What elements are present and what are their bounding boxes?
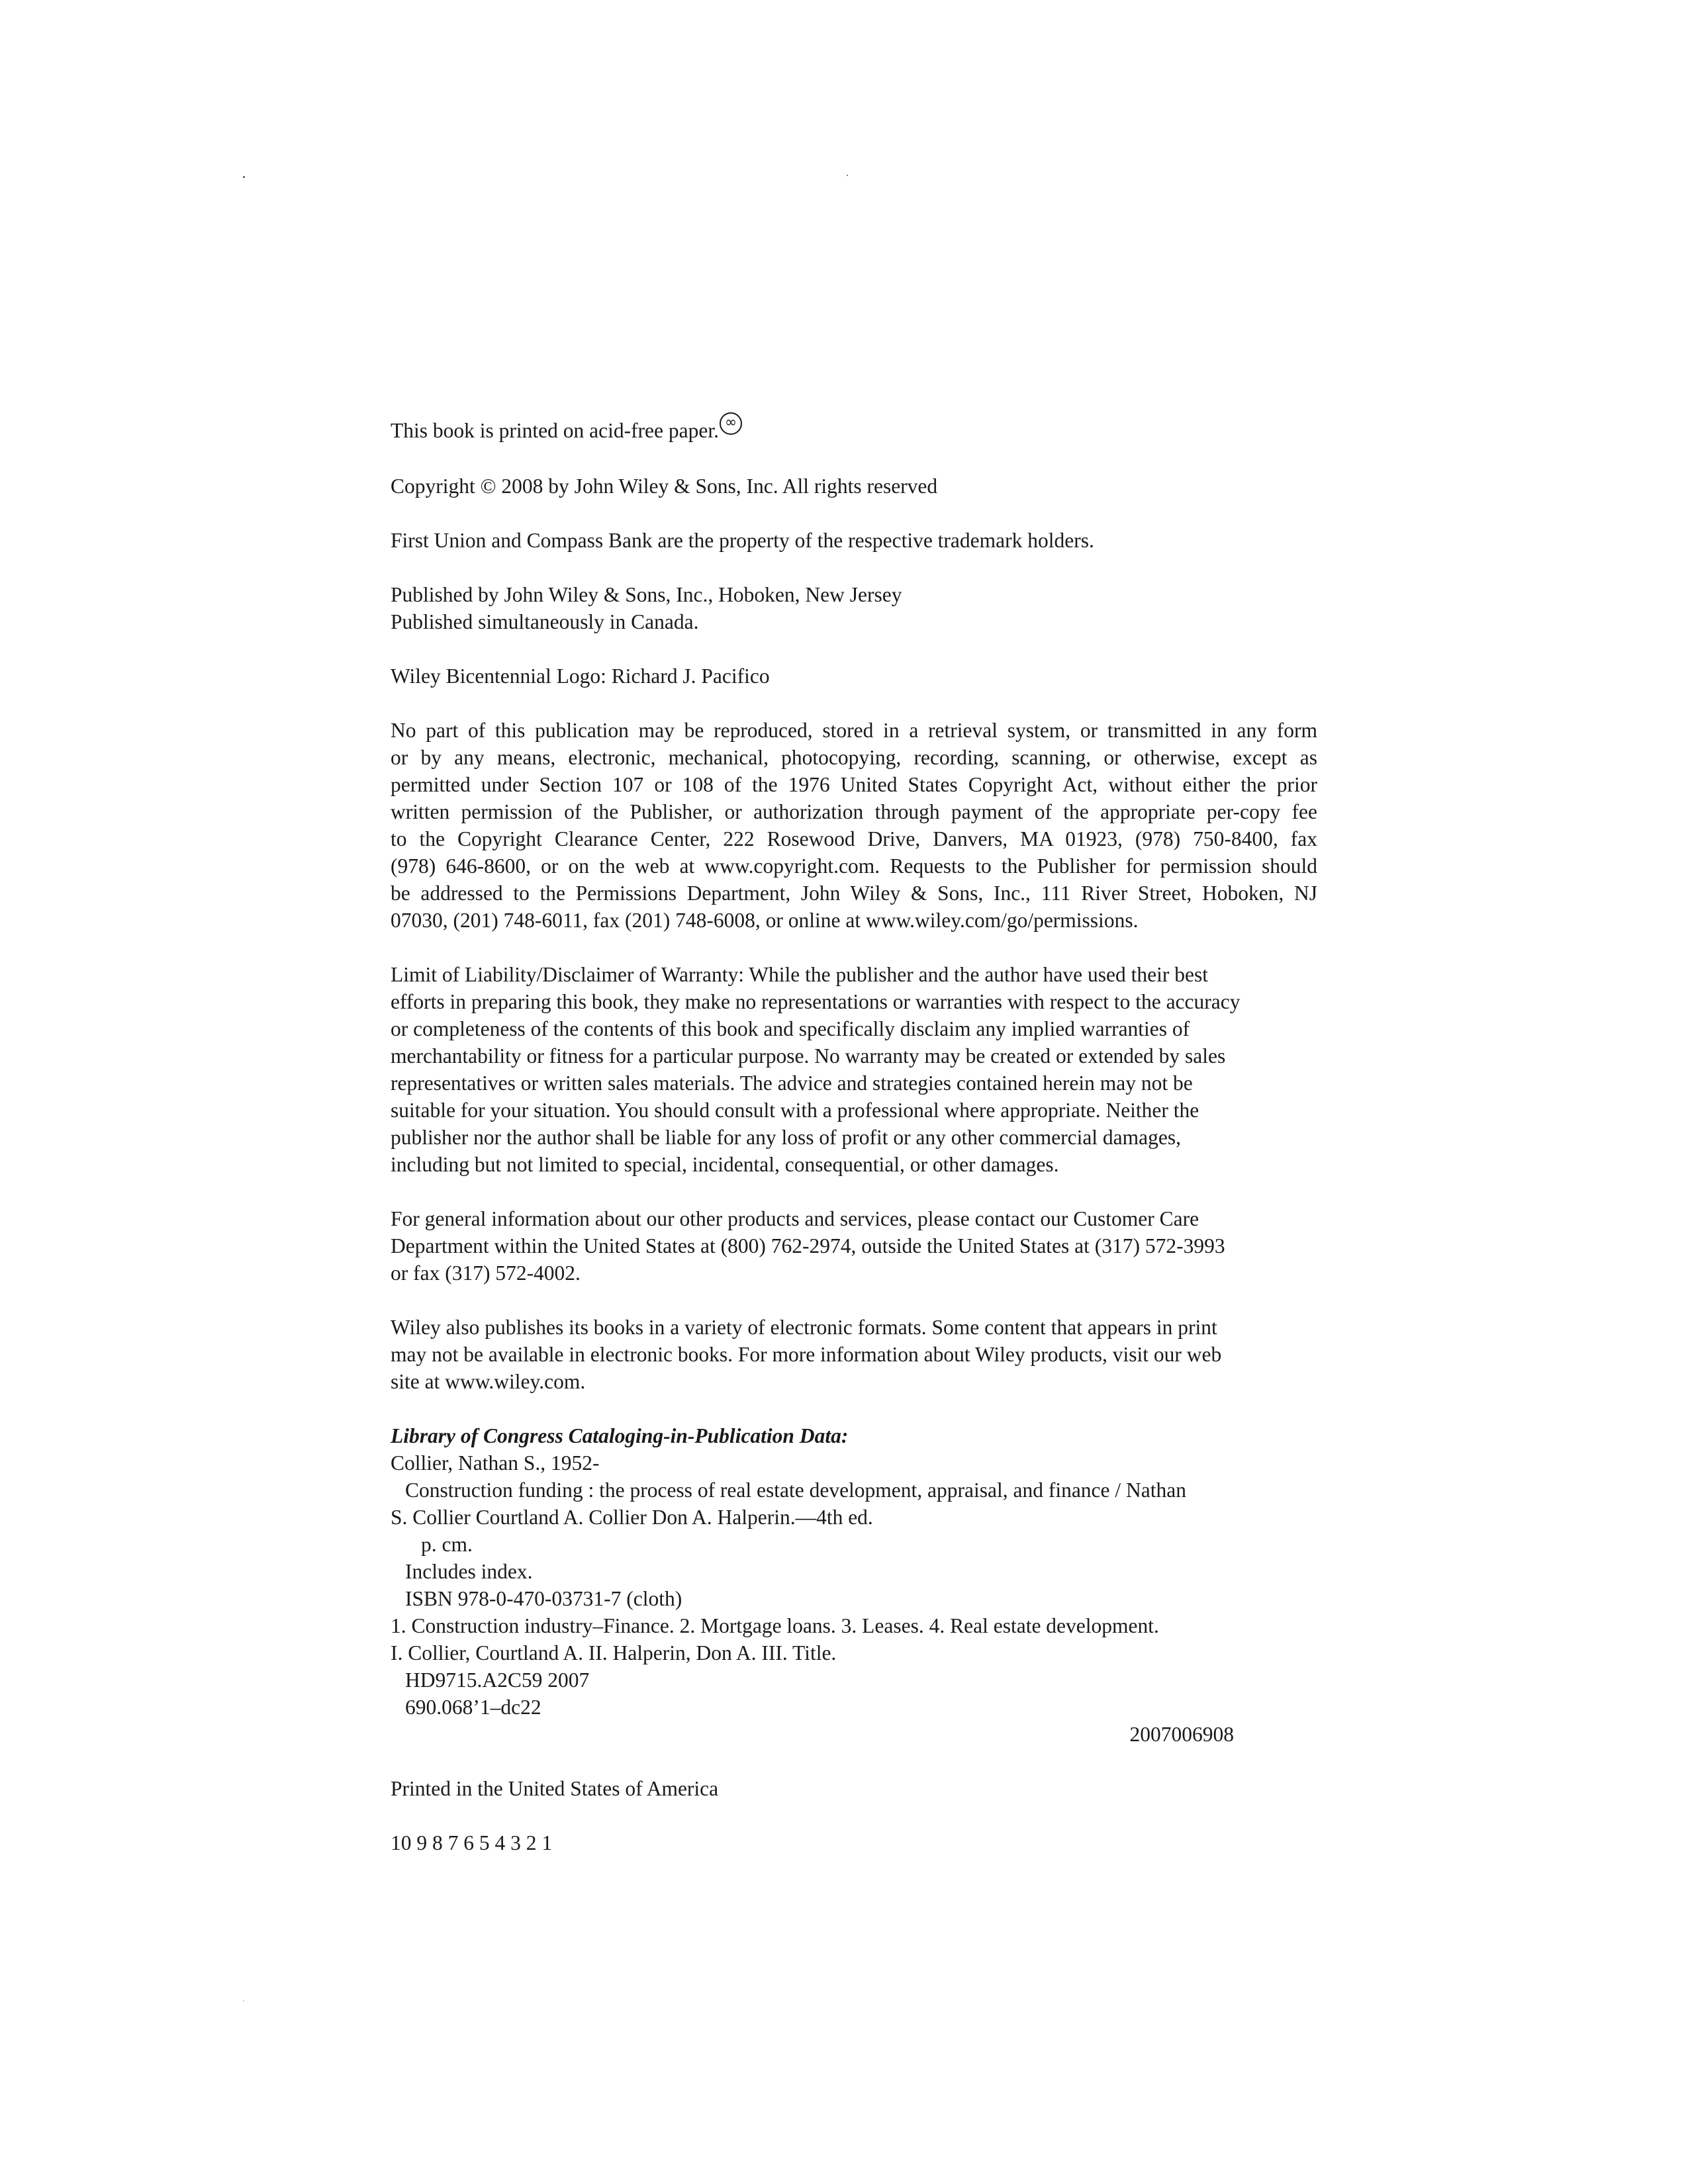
electronic-formats-line: may not be available in electronic books. For more information about Wiley products, visit our web [391, 1343, 1222, 1366]
cip-lccn: 2007006908 [1129, 1723, 1234, 1746]
cip-title: Construction funding : the process of real estate development, appraisal, and finance / Nathan [405, 1479, 1186, 1502]
disclaimer-line: efforts in preparing this book, they make no representations or warranties with respect to the accuracy [391, 990, 1241, 1013]
permissions-line: (978) 646-8600, or on the web at www.copyright.com. Requests to the Publisher for permission should [391, 854, 1317, 878]
general-info-paragraph [391, 1205, 1317, 1287]
disclaimer-line: or completeness of the contents of this book and specifically disclaim any implied warranties of [391, 1017, 1190, 1040]
print-line: 10 9 8 7 6 5 4 3 2 1 [391, 1831, 553, 1854]
permissions-line: to the Copyright Clearance Center, 222 Rosewood Drive, Danvers, MA 01923, (978) 750-8400, fax [391, 827, 1317, 850]
permissions-line: or by any means, electronic, mechanical, photocopying, recording, scanning, or otherwise, except as [391, 746, 1317, 769]
cip-lc-class: HD9715.A2C59 2007 [405, 1668, 590, 1692]
cip-isbn: ISBN 978-0-470-03731-7 (cloth) [405, 1587, 682, 1610]
electronic-formats-line: Wiley also publishes its books in a variety of electronic formats. Some content that appears in print [391, 1316, 1217, 1339]
disclaimer-line: including but not limited to special, incidental, consequential, or other damages. [391, 1153, 1059, 1176]
acid-free-text: This book is printed on acid-free paper. [391, 419, 719, 442]
electronic-formats-paragraph [391, 1314, 1317, 1395]
cip-title-continued: S. Collier Courtland A. Collier Don A. Halperin.—4th ed. [391, 1506, 873, 1529]
disclaimer-line: Limit of Liability/Disclaimer of Warranty: While the publisher and the author have used their best [391, 963, 1208, 986]
permissions-line: 07030, (201) 748-6011, fax (201) 748-6008, or online at www.wiley.com/go/permissions. [391, 909, 1139, 932]
copyright-notice: Copyright © 2008 by John Wiley & Sons, Inc. All rights reserved [391, 475, 938, 498]
cip-data-block [391, 1422, 1317, 1748]
cip-added-entries: I. Collier, Courtland A. II. Halperin, Don A. III. Title. [391, 1641, 837, 1664]
disclaimer-paragraph [391, 961, 1317, 1178]
cip-subjects: 1. Construction industry–Finance. 2. Mortgage loans. 3. Leases. 4. Real estate development. [391, 1614, 1159, 1637]
general-info-line: For general information about our other products and services, please contact our Customer Care [391, 1207, 1199, 1230]
general-info-line: Department within the United States at (800) 762-2974, outside the United States at (317) 572-3993 [391, 1234, 1225, 1257]
disclaimer-line: merchantability or fitness for a particular purpose. No warranty may be created or extended by sales [391, 1044, 1226, 1068]
electronic-formats-line: site at www.wiley.com. [391, 1370, 586, 1393]
cip-author: Collier, Nathan S., 1952- [391, 1451, 600, 1475]
scan-speck [243, 176, 245, 178]
disclaimer-line: representatives or written sales materials. The advice and strategies contained herein may not be [391, 1071, 1193, 1095]
cip-heading: Library of Congress Cataloging-in-Publication Data: [391, 1424, 849, 1447]
permissions-line: written permission of the Publisher, or authorization through payment of the appropriate per-copy fee [391, 800, 1317, 823]
published-by-line: Published by John Wiley & Sons, Inc., Hoboken, New Jersey [391, 583, 902, 606]
disclaimer-line: suitable for your situation. You should consult with a professional where appropriate. Neither the [391, 1099, 1199, 1122]
acid-free-notice [391, 414, 1317, 445]
scan-speck [847, 175, 848, 176]
copyright-text-block [391, 414, 1317, 1856]
acid-free-paper-icon: ∞ [720, 412, 742, 435]
cip-index-note: Includes index. [405, 1560, 533, 1583]
scan-speck [243, 2000, 244, 2001]
permissions-line: permitted under Section 107 or 108 of the 1976 United States Copyright Act, without either the prior [391, 773, 1317, 796]
logo-credit: Wiley Bicentennial Logo: Richard J. Pacifico [391, 664, 770, 688]
permissions-line: No part of this publication may be reproduced, stored in a retrieval system, or transmitted in any form [391, 719, 1317, 742]
permissions-paragraph [391, 717, 1317, 934]
printed-in-notice: Printed in the United States of America [391, 1777, 719, 1800]
permissions-line: be addressed to the Permissions Department, John Wiley & Sons, Inc., 111 River Street, Hoboken, NJ [391, 882, 1317, 905]
disclaimer-line: publisher nor the author shall be liable for any loss of profit or any other commercial damages, [391, 1126, 1182, 1149]
published-canada-line: Published simultaneously in Canada. [391, 610, 699, 633]
cip-pages: p. cm. [421, 1533, 473, 1556]
general-info-line: or fax (317) 572-4002. [391, 1261, 581, 1285]
cip-dewey: 690.068’1–dc22 [405, 1696, 541, 1719]
trademark-notice: First Union and Compass Bank are the property of the respective trademark holders. [391, 529, 1094, 552]
